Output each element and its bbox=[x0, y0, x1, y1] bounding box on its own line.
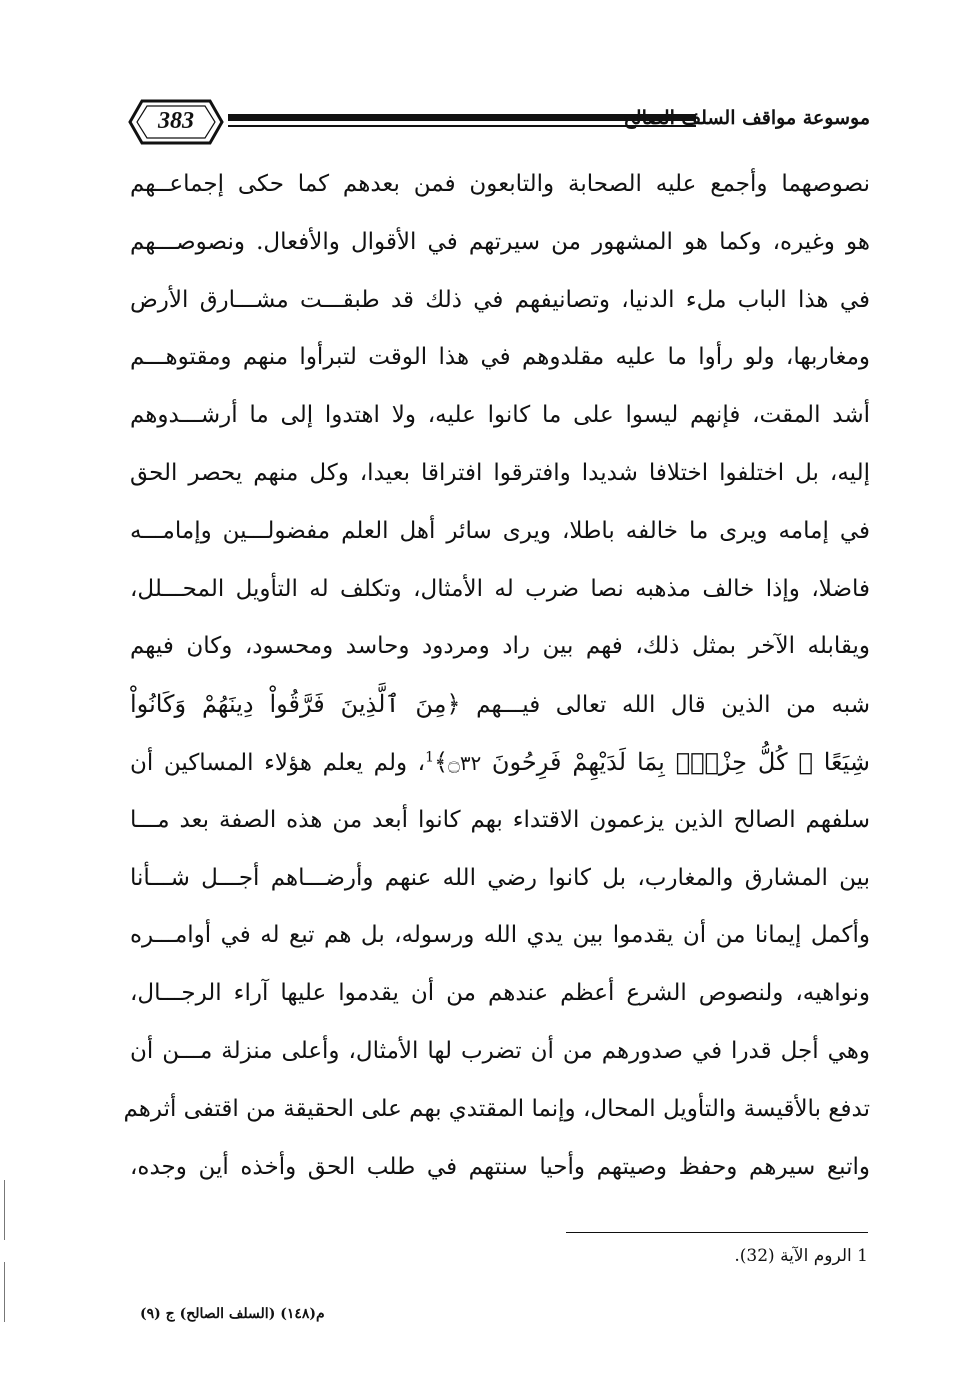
text-line: في إمامه ويرى ما خالفه باطلا، ويرى سائر أهل العلم مفضولـــين وإمامـــه bbox=[130, 517, 870, 544]
book-title: موسوعة مواقف السلف الصالح bbox=[623, 107, 870, 129]
text-line: وأكمل إيمانا من أن يقدموا بين يدي الله ورسوله، بل هم تبع له في أوامـــره bbox=[130, 922, 870, 949]
scan-edge-mark bbox=[4, 1262, 5, 1322]
text-line: ونواهيه، ولنصوص الشرع أعظم عندهم من أن يقدموا عليها آراء الرجـــال، bbox=[130, 980, 870, 1007]
footnote-reference[interactable]: 1 bbox=[425, 749, 435, 766]
text-line: بين المشارق والمغارب، بل كانوا رضي الله عنهم وأرضـــاهم أجـــل شـــأنا bbox=[130, 864, 870, 891]
quran-verse: شِيَعًا ۖ كُلُّ حِزْبِۭ بِمَا لَدَيْهِمْ فَرِحُونَ bbox=[491, 747, 871, 776]
text-line-with-quran bbox=[130, 734, 870, 792]
text-segment: ، ولم يعلم هؤلاء المساكين أن bbox=[130, 749, 426, 776]
text-line: نصوصهما وأجمع عليه الصحابة والتابعون فمن بعدهم كما حكى إجماعــهم bbox=[130, 171, 870, 197]
text-line: سلفهم الصالح الذين يزعمون الاقتداء بهم كانوا أبعد من هذه الصفة بعد مـــا bbox=[130, 806, 870, 833]
page-number-badge bbox=[128, 98, 224, 146]
text-line: في هذا الباب ملء الدنيا، وتصانيفهم في ذلك قد طبقـــت مشـــارق الأرض bbox=[130, 286, 870, 313]
text-line: واتبع سيرهم وحفظ وصيتهم وأحيا سنتهم في طلب الحق وأخذه أين وجده، bbox=[130, 1153, 870, 1180]
text-line: فاضلا، وإذا خالف مذهبه نصا ضرب له الأمثال، وتكلف له التأويل المحـــلل، bbox=[130, 575, 870, 602]
footnote-separator bbox=[566, 1232, 868, 1233]
text-line: إليه، بل اختلفوا اختلافا شديدا وافترقوا افتراقا بعيدا، وكل منهم يحصر الحق bbox=[130, 459, 870, 486]
text-line-with-quran bbox=[130, 676, 870, 734]
text-line: هو وغيره، وكما هو المشهور من سيرتهم في الأقوال والأفعال. ونصوصـــهم bbox=[130, 228, 870, 255]
text-line: ومغاربها، ولو رأوا ما عليه مقلدوهم في هذا الوقت لتبرأوا منهم ومقتوهـــم bbox=[130, 344, 871, 371]
text-line: ويقابله الآخر بمثل ذلك، فهم بين راد ومردود وحاسد ومحسود، وكان فيهم bbox=[130, 633, 870, 660]
scan-edge-mark bbox=[4, 1180, 5, 1240]
quran-close-bracket: ﴾ bbox=[434, 747, 449, 776]
text-line: تدفع بالأقيسة والتأويل المحال، وإنما المقتدي بهم على الحقيقة من اقتفى أثرهم bbox=[123, 1095, 870, 1122]
text-line: وهي أجل قدرا في صدورهم من أن تضرب لها الأمثال، وأعلى منزلة مـــن أن bbox=[130, 1037, 870, 1064]
ayah-number-ornament: ۝٣٢ bbox=[448, 750, 482, 775]
page-header bbox=[120, 92, 870, 158]
body-text bbox=[123, 156, 871, 1196]
text-segment: شبه من الذين قال الله تعالى فيـــهم bbox=[476, 692, 871, 719]
printer-signature-mark: م(١٤٨) (السلف الصالح) ج (٩) bbox=[140, 1306, 325, 1322]
page-number: 383 bbox=[158, 108, 194, 134]
text-line: أشد المقت، فإنهم ليسوا على ما كانوا عليه، ولا اهتدوا إلى ما أرشـــدوهم bbox=[130, 402, 870, 429]
quran-verse: ﴿مِنَ ٱلَّذِينَ فَرَّقُواْ دِينَهُمْ وَكَانُواْ bbox=[130, 690, 461, 719]
footnote: 1 الروم الآية (32). bbox=[734, 1246, 868, 1266]
